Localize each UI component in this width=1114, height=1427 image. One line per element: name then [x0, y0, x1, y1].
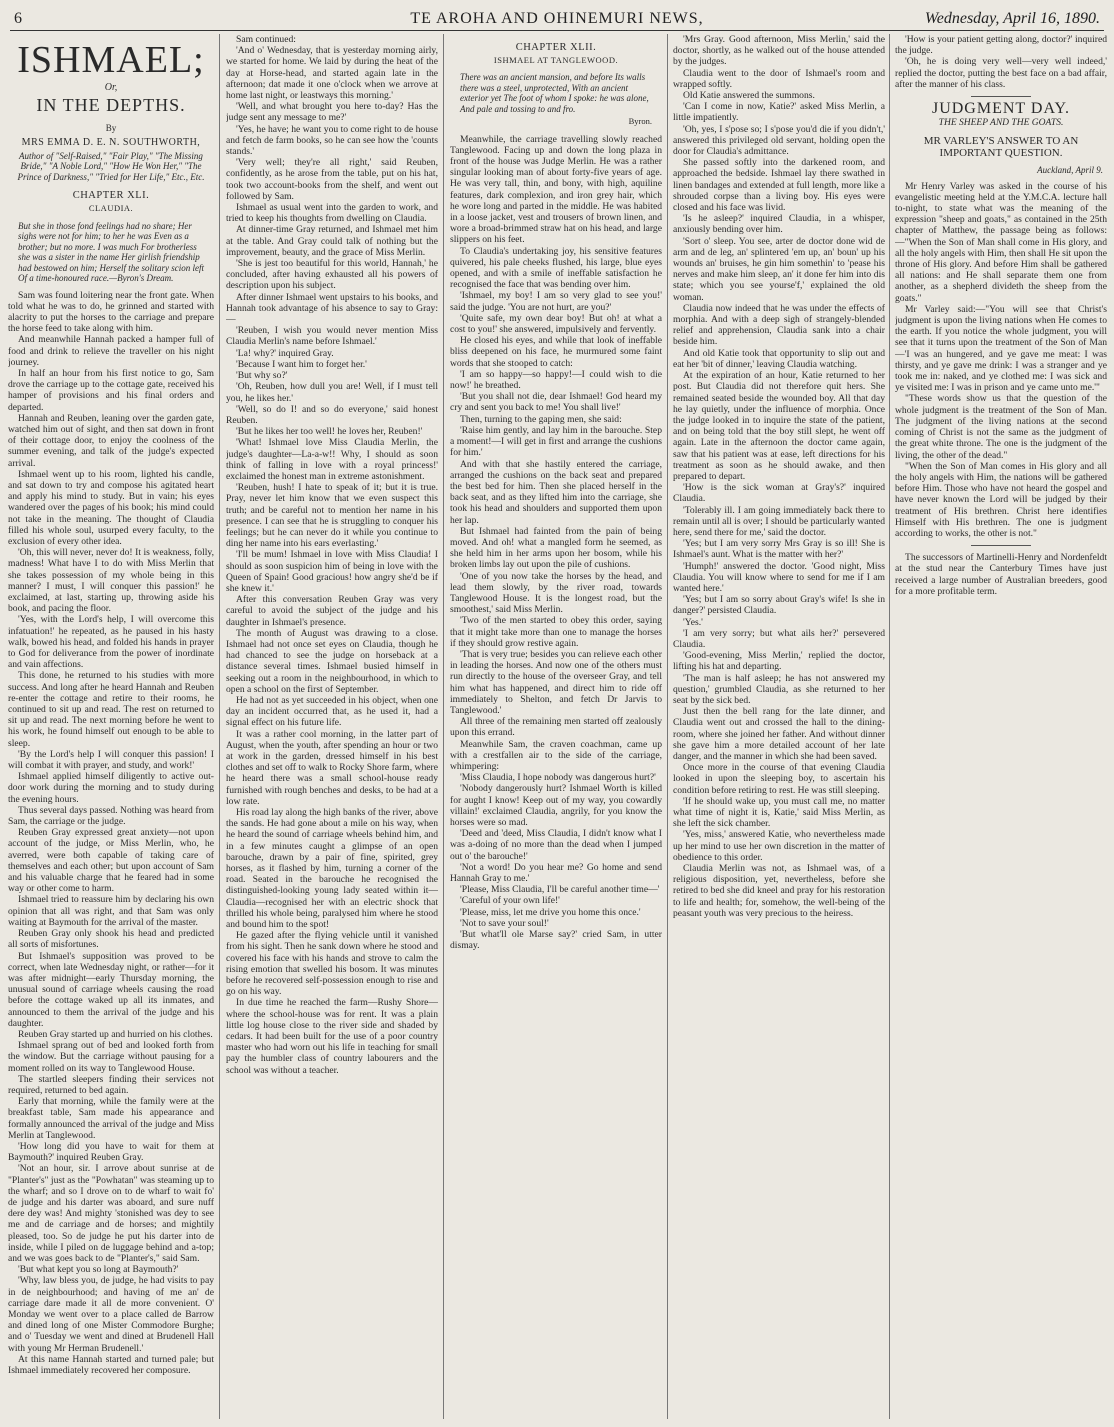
paragraph: Claudia now indeed that he was under the effects of morphia. And with a deep sigh of strangely-blended relief and apprehension, Claudia sank into a chair beside him. — [673, 302, 885, 348]
issue-date: Wednesday, April 16, 1890. — [924, 10, 1100, 27]
epigraph-source: Byron. — [628, 116, 652, 127]
paragraph: But Ishmael had fainted from the pain of being moved. And oh! what a mangled form he seemed, as she held him in her arms upon her bosom, while his broken limbs lay out upon the pile of cushions. — [450, 525, 662, 571]
paragraph: 'Reuben, I wish you would never mention Miss Claudia Merlin's name before Ishmael.' — [226, 325, 438, 348]
paragraph: And old Katie took that opportunity to slip out and eat her 'bit of dinner,' leaving Claudia watching. — [673, 347, 885, 370]
paragraph: 'Tolerably ill. I am going immediately back there to remain until all is over; I should be particularly wanted here, send there for me,' said the doctor. — [673, 504, 885, 538]
paragraph: The month of August was drawing to a close. Ishmael had not once set eyes on Claudia, though he had chanced to see the judge on horseback at a distance several times. Ishmael busied himself in seeking out a room in the neighbourhood, in which to open a school on the first of September. — [226, 627, 438, 695]
paragraph: 'Yes; but I am very sorry Mrs Gray is so ill! She is Ishmael's aunt. What is the matter with her?' — [673, 538, 885, 561]
chapter-heading: CHAPTER XLI. — [72, 190, 150, 202]
paragraph: 'How is your patient getting along, doctor?' inquired the judge. — [895, 34, 1107, 57]
paragraph: 'Not an hour, sir. I arrove about sunrise at de "Planter's" just as the "Powhatan" was steaming up to the wharf; and so I drove on to de wharf to wait fo' de judge and his darter was aboard, and sure nuff dere dey was! And mighty 'stonished was dey to see me and de carriage and de horses; and mightily pleased, too. So de judge he put his darter into de inside, while I piled on de luggage behind and a-top; and we was goes back to de "Planter's," said Sam. — [8, 1163, 214, 1264]
paragraph: 'Yes, with the Lord's help, I will overcome this infatuation!' he repeated, as he paused in his hasty walk, bowed his head, and folded his hands in prayer to God for deliverance from the power of inordinate and vain affections. — [8, 614, 214, 671]
paragraph: 'Oh, he is doing very well—very well indeed,' replied the doctor, putting the best face on a bad affair, after the manner of his class. — [895, 56, 1107, 90]
paragraph: The successors of Martinelli-Henry and Nordenfeldt at the stud near the Canterbury Times have just received a large number of Australian breeders, good for a more profitable term. — [895, 552, 1107, 597]
paragraph: In due time he reached the farm—Rushy Shore—where the school-house was for rent. It was a plain little log house close to the river side and shaded by cedars. It had been built for the use of a poor country master who had worn out his life in teaching for small pay the humbler class of country labourers and the school was without a teacher. — [226, 997, 438, 1076]
paragraph: 'And o' Wednesday, that is yesterday morning airly, we started for home. We laid by during the heat of the day at Horse-head, and started again late in the afternoon; dat made it one o'clock when we arrove at home last night, or leastways this morning.' — [226, 45, 438, 102]
judgment-subheading: THE SHEEP AND THE GOATS. — [938, 118, 1064, 129]
paragraph: 'That is very true; besides you can relieve each other in leading the horses. And now one of the others must run directly to the house of the overseer Gray, and tell him what has happened, and direct him to ride off immediately to Shelton, and fetch Dr Jarvis to Tanglewood.' — [450, 648, 662, 716]
paragraph: 'She is jest too beautiful for this world, Hannah,' he concluded, after having exhausted all his powers of description upon his subject. — [226, 258, 438, 292]
paragraph: 'Nobody dangerously hurt? Ishmael Worth is killed for aught I know! Keep out of my way, you cowardly villain!' exclaimed Claudia, angrily, for you know the horses were so mad. — [450, 783, 662, 828]
paragraph: 'But why so?' — [236, 370, 288, 382]
paragraph: She passed softly into the darkened room, and approached the bedside. Ishmael lay there swathed in linen bandages and extended at full length, more like a shrouded corpse than a living boy. His eyes were closed and his face was livid. — [673, 157, 885, 214]
paragraph: 'Not a word! Do you hear me? Go home and send Hannah Gray to me.' — [450, 861, 662, 885]
paragraph: Ishmael tried to reassure him by declaring his own opinion that all was right, and that Sam was only waiting at Baymouth for the arrival of the master. — [8, 894, 214, 928]
paragraph: 'Because I want him to forget her.' — [236, 358, 367, 370]
paragraph: After dinner Ishmael went upstairs to his books, and Hannah took advantage of his absence to say to Gray:— — [226, 291, 438, 326]
paragraph: 'Not to save your soul!' — [460, 917, 549, 929]
paragraph: Claudia Merlin was not, as Ishmael was, of a religious disposition, yet, nevertheless, before she retired to bed she did kneel and pray for his restoration to life and health; for, somehow, the well-being of the peasant youth was very precious to the heiress. — [673, 863, 885, 919]
paragraph: 'How is the sick woman at Gray's?' inquired Claudia. — [673, 482, 885, 505]
serial-author: MRS EMMA D. E. N. SOUTHWORTH, — [21, 137, 201, 149]
paragraph: 'Why, law bless you, de judge, he had visits to pay in de neighbourhood; and having of me an' de carriage dare made it all de more convenient. O' Monday we went over to a place called de Barrow and dined long of one Mister Commodore Burghe; and o' Tuesday we went and dined at Brudenell Hall with young Mr Herman Brudenell.' — [8, 1275, 214, 1354]
paragraph: 'Well, and what brought you here to-day? Has the judge sent any message to me?' — [226, 101, 438, 124]
judgment-subheading-2: MR VARLEY'S ANSWER TO AN IMPORTANT QUESTION. — [923, 135, 1079, 160]
paragraph: Meanwhile Sam, the craven coachman, came up with a crestfallen air to the side of the carriage, whimpering: — [450, 738, 662, 772]
paragraph: To Claudia's undertaking joy, his sensitive features quivered, his pale cheeks flushed, his large, blue eyes opened, and with a smile of ineffable satisfaction he recognised the face that was bending over him. — [450, 245, 662, 291]
column-4 — [673, 34, 885, 1419]
paragraph: Ishmael as usual went into the garden to work, and tried to keep his thoughts from dwelling on Claudia. — [226, 202, 438, 225]
paragraph: Reuben Gray expressed great anxiety—not upon account of the judge, or Miss Merlin, who, he averred, were both capable of taking care of themselves and each other; but upon account of Sam and his valuable charge that he feared had in some way or other come to harm. — [8, 827, 214, 895]
paragraph: The startled sleepers finding their services not required, returned to bed again. — [8, 1073, 214, 1096]
paragraph: 'Careful of your own life!' — [460, 895, 560, 907]
dateline: Auckland, April 9. — [1037, 165, 1103, 176]
paragraph: Ishmael went up to his room, lighted his candle, and sat down to try and compose his agitated heart and apply his mind to study. But in vain; his eyes wandered over the pages of his book; his mind could not take in the meaning. The thought of Claudia filled his whole soul, usurped every faculty, to the exclusion of every other idea. — [8, 468, 214, 547]
page-number: 6 — [14, 10, 22, 27]
paragraph: This done, he returned to his studies with more success. And long after he heard Hannah and Reuben re-enter the cottage and retire to their rooms, he continued to sit up and read. The rest on returned to sit up and read. The next morning before he went to his work, he found himself out enough to be able to sleep. — [8, 670, 214, 749]
paragraph: Mr Henry Varley was asked in the course of his evangelistic meeting held at the Y.M.C.A. lecture hall to-night, to state what was the meaning of the expression "sheep and goats," as contained in the 25th chapter of Matthew, the passage being as follows:—"When the Son of Man shall come in His glory, and all the holy angels with Him, then shall He sit upon the throne of His glory. And before Him shall be gathered all nations: and He shall separate them one from another, as a shepherd divideth the sheep from the goats." — [895, 180, 1107, 304]
paragraph: Then, turning to the gaping men, she said: — [460, 413, 622, 425]
paragraph: 'I am very sorry; but what ails her?' persevered Claudia. — [673, 627, 885, 650]
paragraph: 'Yes; but I am so sorry about Gray's wife! Is she in danger?' persisted Claudia. — [673, 594, 885, 617]
paragraph: Claudia went to the door of Ishmael's room and wrapped softly. — [673, 67, 885, 90]
paragraph: 'But he likes her too well! he loves her, Reuben!' — [236, 426, 423, 438]
paragraph: 'What! Ishmael love Miss Claudia Merlin, the judge's daughter—La-a-w!! Why, I should as soon think of falling in love with a royal princess!' exclaimed the honest man in extreme astonishment. — [226, 437, 438, 482]
paragraph: Early that morning, while the family were at the breakfast table, Sam made his appearance and formally announced the arrival of the judge and Miss Merlin at Tanglewood. — [8, 1096, 214, 1141]
paragraph: He closed his eyes, and while that look of ineffable bliss deepened on his face, he murmured some faint words that she stooped to catch: — [450, 335, 662, 369]
column-divider — [219, 34, 220, 1419]
paragraph: 'Good-evening, Miss Merlin,' replied the doctor, lifting his hat and departing. — [673, 650, 885, 673]
chapter-subheading: CLAUDIA. — [88, 203, 134, 214]
paragraph: 'If he should wake up, you must call me, no matter what time of night it is, Katie,' said Miss Merlin, as she left the sick chamber. — [673, 795, 885, 830]
paragraph: 'The man is half asleep; he has not answered my question,' grumbled Claudia, as she returned to her seat by the sick bed. — [673, 672, 885, 706]
paragraph: 'Mrs Gray. Good afternoon, Miss Merlin,' said the doctor, shortly, as he walked out of the house attended by the judges. — [673, 34, 885, 68]
paragraph: 'Oh, yes, I s'pose so; I s'pose you'd die if you didn't,' answered this privileged old servant, holding open the door for Claudia's admittance. — [673, 123, 885, 158]
paragraph: 'Oh, this will never, never do! It is weakness, folly, madness! What have I to do with Miss Merlin that she takes possession of my whole being in this manner? I must, I will conquer this passion!' he exclaimed, at last, starting up, throwing aside his book, and pacing the floor. — [8, 547, 214, 615]
paragraph: 'Well, so do I! and so do everyone,' said honest Reuben. — [226, 403, 438, 426]
paragraph: At this name Hannah started and turned pale; but Ishmael immediately recovered her composure. — [8, 1353, 214, 1377]
paragraph: 'Miss Claudia, I hope nobody was dangerous hurt?' — [460, 772, 656, 784]
paragraph: At the expiration of an hour, Katie returned to her post. But Claudia did not therefore quit hers. She remained seated beside the wounded boy. All that day he lay quietly, under the influence of morphia. Once the judge looked in to inquire the state of the patient, and on being told that the boy still slept, he went off again. Late in the afternoon the doctor came again, saw that his patient was at ease, left directions for his treatment as soon as he should awake, and then prepared to depart. — [673, 370, 885, 482]
paragraph: "These words show us that the question of the whole judgment is the treatment of the Son of Man. The judgment of the living nations at the second coming of Christ is not the same as the judgment of the great white throne. The one is the judgment of the living, the other of the dead." — [895, 393, 1107, 461]
paragraph: 'Yes, miss,' answered Katie, who nevertheless made up her mind to use her own discretion in the matter of obedience to this order. — [673, 829, 885, 863]
paragraph: Once more in the course of that evening Claudia looked in upon the sleeping boy, to ascertain his condition before retiring to rest. He was still sleeping. — [673, 762, 885, 796]
paragraph: 'Yes.' — [683, 616, 703, 628]
paragraph: He gazed after the flying vehicle until it vanished from his sight. Then he sank down where he stood and covered his face with his hands and strove to calm the rising emotion that swelled his bosom. It was minutes before he recovered self-possession enough to rise and go on his way. — [226, 930, 438, 998]
paragraph: 'I'll be mum! Ishmael in love with Miss Claudia! I should as soon suspicion him of being in love with the Queen of Spain! Good gracious! how angry she'd be if she knew it.' — [226, 549, 438, 594]
paragraph: 'Raise him gently, and lay him in the barouche. Step a moment!—I will get in first and arrange the cushions for him.' — [450, 424, 662, 459]
paragraph: 'One of you now take the horses by the head, and lead them slowly, by the river road, towards Tanglewood House. It is the longest road, but the smoothest,' said Miss Merlin. — [450, 570, 662, 616]
epigraph: There was an ancient mansion, and before Its walls there was a steel, unprotected, With an ancient exterior yet The foot of whom I spoke: he was alone, And pale and tossing to and fro. — [460, 72, 649, 114]
paragraph: 'Can I come in now, Katie?' asked Miss Merlin, a little impatiently. — [673, 101, 885, 124]
paragraph: Hannah and Reuben, leaning over the garden gate, watched him out of sight, and then sat down in front of their cottage door, to enjoy the coolness of the summer evening, and talk of the judge's expected arrival. — [8, 412, 214, 469]
serial-works: Author of "Self-Raised," "Fair Play," "The Missing Bride," "A Noble Lord," "How He Won Her," "The Prince of Darkness," "Tried for Her Life," Etc., Etc. — [17, 150, 205, 182]
column-divider — [443, 34, 444, 1419]
paragraph: 'Please, Miss Claudia, I'll be careful another time—' — [460, 884, 660, 896]
paragraph: Sam was found loitering near the front gate. When told what he was to do, he grinned and started with alacrity to put the horses to the carriage and prepare the horse feed to take along with him. — [8, 289, 214, 335]
column-5 — [895, 34, 1107, 1419]
paragraph: 'Reuben, hush! I hate to speak of it; but it is true. Pray, never let him know that we even suspect this truth; and be careful not to mention her name in his presence. I can see that he is struggling to conquer his feelings; but he can never do it while you continue to ding her name into his ears everlasting.' — [226, 482, 438, 550]
paragraph: 'I am so happy—so happy!—I could wish to die now!' he breathed. — [450, 368, 662, 392]
column-1 — [8, 34, 214, 1419]
paragraph: 'Very well; they're all right,' said Reuben, confidently, as he arose from the table, put on his hat, took two account-books from the shelf, and went out followed by Sam. — [226, 157, 438, 202]
paragraph: Ishmael applied himself diligently to active out-door work during the morning and to study during the evening hours. — [8, 771, 214, 805]
paragraph: 'Yes, he have; he want you to come right to de house and fetch de farm books, so he can see how the 'counts stands.' — [226, 123, 438, 158]
paragraph: 'But what kept you so long at Baymouth?' — [18, 1264, 179, 1276]
epigraph: But she in those fond feelings had no share; Her sighs were not for him; to her he was Even as a brother; but no more. I was much For brotherless she was a sister in the name Her girlish friendship had bestowed on him; Herself the solitary scion left Of a time-honoured race.—Byron's Dream. — [18, 220, 204, 284]
paragraph: And with that she hastily entered the carriage, arranged the cushions on the back seat and prepared the best bed for him. Then she placed herself in the back seat, and as they lifted him into the carriage, she took his head and shoulders and supported them upon her lap. — [450, 458, 662, 526]
paragraph: 'Humph!' answered the doctor. 'Good night, Miss Claudia. You will know where to send for me if I am wanted here.' — [673, 560, 885, 594]
chapter-subheading: ISHMAEL AT TANGLEWOOD. — [493, 55, 619, 66]
section-rule — [971, 545, 1031, 546]
paragraph: His road lay along the high banks of the river, above the sands. He had gone about a mile on his way, when he heard the sound of carriage wheels behind him, and in a few minutes caught a glimpse of an open barouche, drawn by a pair of fine, spirited, grey horses, as it flashed by him, turning a corner of the road. Seated in the barouche he recognised the distinguished-looking young lady seated within it—Claudia—recognised her with an electric shock that thrilled his whole being, paralysed him where he stood and bound him to the spot! — [226, 807, 438, 931]
paragraph: At dinner-time Gray returned, and Ishmael met him at the table. And Gray could talk of nothing but the improvement, beauty, and the grace of Miss Merlin. — [226, 224, 438, 258]
masthead — [10, 8, 1104, 31]
paragraph: 'Sort o' sleep. You see, arter de doctor done wid de arm and de leg, an' splintered 'em up, an' boun' up his wounds an' bruises, he gin him somethin' to 'pease his nerves and make him sleep, an' it done fer him into dis state; which you see yourse'f,' explained the old woman. — [673, 235, 885, 303]
serial-or: Or, — [104, 82, 118, 93]
paragraph: 'How long did you have to wait for them at Baymouth?' inquired Reuben Gray. — [8, 1140, 214, 1164]
column-2 — [226, 34, 438, 1419]
judgment-day-heading: JUDGMENT DAY. — [931, 100, 1071, 118]
serial-by: By — [105, 123, 117, 134]
column-divider — [889, 34, 890, 1419]
paragraph: After this conversation Reuben Gray was very careful to avoid the subject of the judge and his daughter in Ishmael's presence. — [226, 594, 438, 628]
paragraph: Sam continued: — [236, 34, 296, 45]
newspaper-title: TE AROHA AND OHINEMURI NEWS, — [410, 10, 704, 27]
paragraph: Reuben Gray only shook his head and predicted all sorts of misfortunes. — [8, 928, 214, 951]
serial-subtitle: IN THE DEPTHS. — [36, 95, 186, 116]
paragraph: But Ishmael's supposition was proved to be correct, when late Wednesday night, or rather—for it was after midnight—early Thursday morning, the unusual sound of carriage wheels causing the road before the cottage waked up all its inmates, and announced to them the arrival of the judge and his daughter. — [8, 950, 214, 1029]
paragraph: 'La! why?' inquired Gray. — [236, 347, 334, 359]
paragraph: Just then the bell rang for the late dinner, and Claudia went out and crossed the hall to the dining-room, where she joined her father. And without dinner she gave him a more detailed account of her late danger, and the manner in which she had been saved. — [673, 706, 885, 762]
paragraph: 'Two of the men started to obey this order, saying that it might take more than one to manage the horses if they should grow restive again. — [450, 615, 662, 649]
paragraph: Meanwhile, the carriage travelling slowly reached Tanglewood. Facing up and down the long plaza in front of the house was Judge Merlin. He was a rather singular looking man of about forty-five years of age. He was very tall, thin, and bony, with high, aquiline features, dark complexion, and iron grey hair, which he wore long and parted in the middle. He was habited in a loose jacket, vest and trousers of brown linen, and wore a broad-brimmed straw hat on his head, and large slippers on his feet. — [450, 133, 662, 246]
paragraph: "When the Son of Man comes in His glory and all the holy angels with Him, the nations will be gathered before Him. Those who have not heard the gospel and have never known the Lord will be judged by their treatment of His brethren. Christ here identifies Himself with His brethren. The one is judgment according to works, the other is not." — [895, 460, 1107, 539]
paragraph: Mr Varley said:—"You will see that Christ's judgment is upon the living nations when He comes to the earth. If you notice the whole judgment, you will see that it turns upon the treatment of the Son of Man—'I was an hungered, and ye gave me meat: I was thirsty, and ye gave me drink: I was a stranger and ye took me in: naked, and ye clothed me: I was sick and ye visited me: I was in prison and ye came unto me.'" — [895, 303, 1107, 394]
paragraph: 'Deed and 'deed, Miss Claudia, I didn't know what I was a-doing of no more than the dead when I jumped out o' the barouche!' — [450, 828, 662, 862]
paragraph: Old Katie answered the summons. — [683, 90, 815, 102]
paragraph: 'Ishmael, my boy! I am so very glad to see you!' said the judge. 'You are not hurt, are you?' — [450, 290, 662, 313]
paragraph: 'By the Lord's help I will conquer this passion! I will combat it with prayer, and study, and work!' — [8, 748, 214, 772]
paragraph: 'Quite safe, my own dear boy! But oh! at what a cost to you!' she answered, impulsively and fervently. — [450, 312, 662, 336]
paragraph: He had not as yet succeeded in his object, when one day an incident occurred that, as he used it, had a signal effect on his future life. — [226, 694, 438, 729]
paragraph: 'Oh, Reuben, how dull you are! Well, if I must tell you, he likes her.' — [226, 381, 438, 404]
paragraph: Ishmael sprang out of bed and looked forth from the window. But the carriage without pausing for a moment rolled on its way to Tanglewood House. — [8, 1040, 214, 1074]
column-3 — [450, 34, 662, 1419]
paragraph: It was a rather cool morning, in the latter part of August, when the youth, after spending an hour or two at work in the garden, dressed himself in his best clothes and set off to walk to Rocky Shore farm, where he heard there was a small school-house ready furnished with rough benches and desks, to be had at a low rate. — [226, 728, 438, 807]
section-rule — [971, 96, 1031, 97]
paragraph: 'Is he asleep?' inquired Claudia, in a whisper, anxiously bending over him. — [673, 213, 885, 236]
column-divider — [667, 34, 668, 1419]
paragraph: Reuben Gray started up and hurried on his clothes. — [18, 1028, 213, 1040]
paragraph: 'But you shall not die, dear Ishmael! God heard my cry and sent you back to me! You shall live!' — [450, 391, 662, 414]
paragraph: All three of the remaining men started off zealously upon this errand. — [450, 716, 662, 739]
paragraph: And meanwhile Hannah packed a hamper full of food and drink to relieve the traveller on his night journey. — [8, 334, 214, 368]
paragraph: 'But what'll ole Marse say?' cried Sam, in utter dismay. — [450, 929, 662, 952]
paragraph: Thus several days passed. Nothing was heard from Sam, the carriage or the judge. — [8, 804, 214, 828]
chapter-heading: CHAPTER XLII. — [515, 42, 597, 53]
serial-title: ISHMAEL; — [17, 39, 205, 81]
paragraph: 'Please, miss, let me drive you home this once.' — [460, 906, 641, 918]
paragraph: In half an hour from his first notice to go, Sam drove the carriage up to the cottage gate, received his hamper of provisions and his final orders and departed. — [8, 367, 214, 413]
